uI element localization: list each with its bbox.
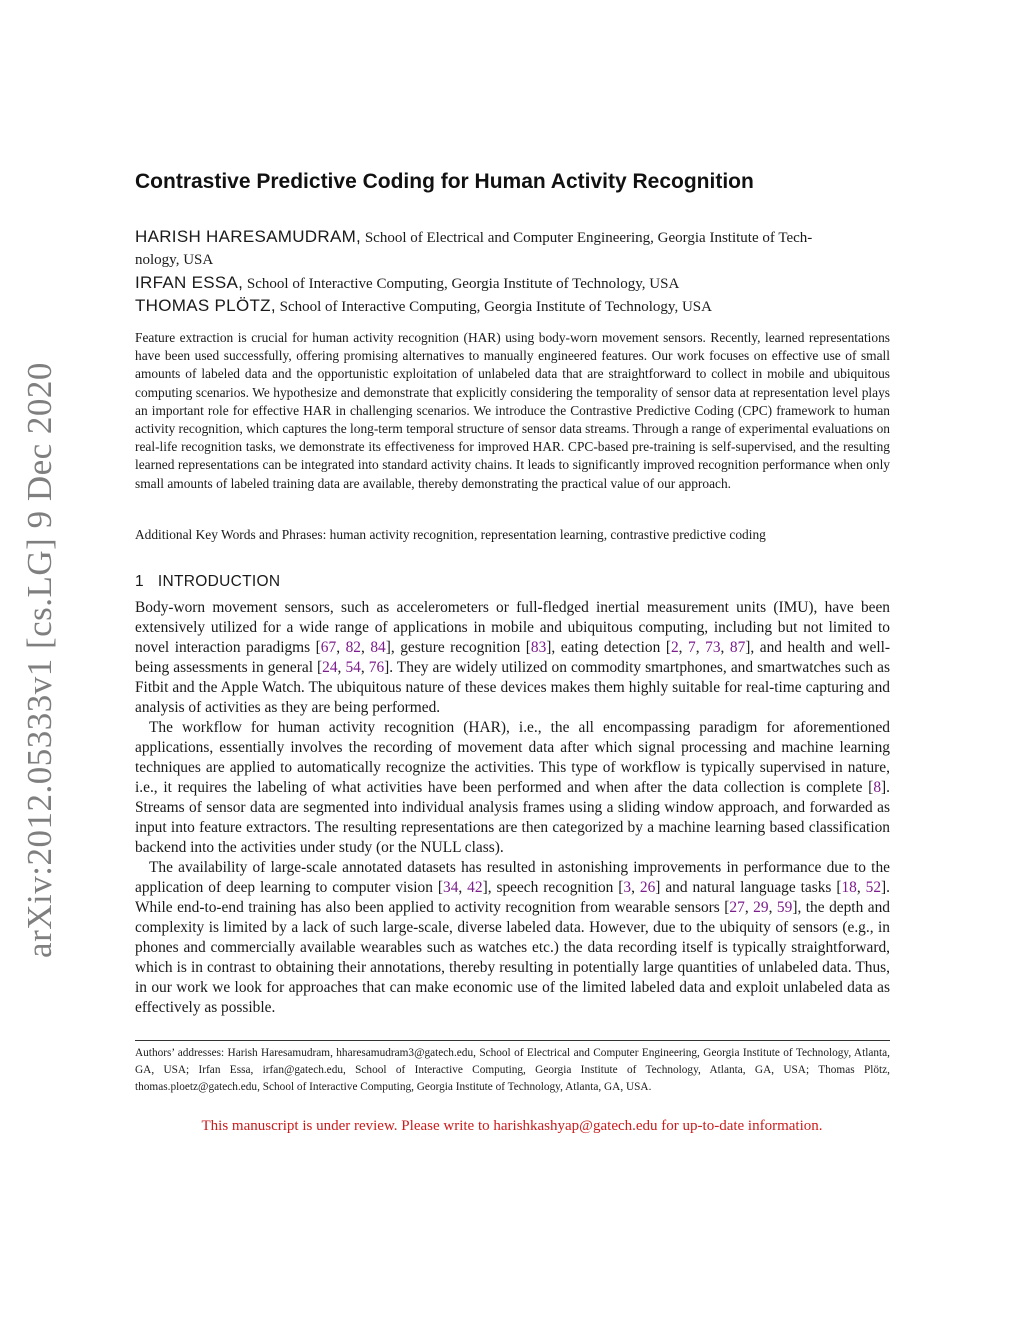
citation-link[interactable]: 7: [688, 639, 696, 656]
text-run: ]. Streams of sensor data are segmented into individual analysis frames using a sliding window approach, and forwarded as input into feature extractors. The resulting representations are then categorized by a machine learning based classification backend into the activities under study (or the NULL class).: [135, 779, 890, 856]
keywords: Additional Key Words and Phrases: human activity recognition, representation learning, contrastive predictive coding: [135, 527, 766, 542]
text-run: ], and health and well-being assessments in general [: [135, 639, 890, 676]
author-block-1: [135, 226, 895, 271]
text-run: The workflow for human activity recognition (HAR), i.e., the all encompassing paradigm for aforementioned applications, essentially involves the recording of movement data after which signal processing and machine learning techniques are applied to automatically recognize the activities. This type of workflow is typically supervised in nature, i.e., it requires the labeling of what activities have been performed and when after the data collection is complete [: [135, 719, 890, 796]
section-title: INTRODUCTION: [157, 573, 281, 590]
authors-addresses-footnote: Authors’ addresses: Harish Haresamudram, hharesamudram3@gatech.edu, School of Electrical and Computer Engineering, Georgia Institute of Technology, Atlanta, GA, USA; Irfan Essa, irfan@gatech.edu, School of Interactive Computing, Georgia Institute of Technology, Atlanta, GA, USA; Thomas Plötz, thomas.ploetz@gatech.edu, School of Interactive Computing, Georgia Institute of Technology, Atlanta, GA, USA.: [135, 1047, 890, 1093]
citation-link[interactable]: 82: [345, 639, 361, 656]
paper-title: Contrastive Predictive Coding for Human Activity Recognition: [135, 170, 754, 193]
citation-link[interactable]: 27: [729, 899, 745, 916]
paragraph-2: [135, 718, 890, 858]
text-run: ], eating detection [: [546, 639, 671, 656]
author-block-3: [135, 295, 895, 318]
citation-link[interactable]: 73: [705, 639, 721, 656]
author-block-2: [135, 272, 895, 295]
author-name: THOMAS PLÖTZ,: [135, 296, 276, 315]
paragraph-3: The availability of large-scale annotated datasets has resulted in astonishing improvements in performance due to the application of deep learning to computer vision [34, 42], speech recognition [3, 26] and natural language tasks [18, 52]. While end-to-end training has also been applied to activity recognition from wearable sensors [27, 29, 59], the depth and complexity is limited by a lack of such large-scale, diverse labeled data. However, due to the ubiquity of sensors (e.g., in phones and commercially available wearables such as watches etc.) the data recording itself is typically straightforward, which is in contrast to obtaining their annotations, thereby resulting in potentially large quantities of unlabeled data. Thus, in our work we look for approaches that can make economic use of the limited labeled data and exploit unlabeled data as effectively as possible.: [135, 859, 891, 1016]
author-name: IRFAN ESSA,: [135, 273, 244, 292]
citation-link[interactable]: 54: [345, 659, 361, 676]
review-notice: This manuscript is under review. Please write to harishkashyap@gatech.edu for up-to-date information.: [201, 1118, 823, 1134]
footnote-divider: [135, 1040, 890, 1041]
author-affiliation: School of Electrical and Computer Engineering, Georgia Institute of Tech-: [364, 230, 813, 246]
arxiv-identifier-stamp: arXiv:2012.05333v1 [cs.LG] 9 Dec 2020: [20, 362, 59, 958]
text-run: ]. While end-to-end training has also been applied to activity recognition from wearable sensors [: [135, 879, 890, 916]
author-affiliation-continued: nology, USA: [135, 252, 214, 268]
author-affiliation: School of Interactive Computing, Georgia Institute of Technology, USA: [279, 299, 712, 315]
citation-link[interactable]: 59: [776, 899, 793, 916]
section-number: 1: [135, 573, 144, 590]
citation-link[interactable]: 8: [873, 779, 882, 796]
text-run: Body-worn movement sensors, such as accelerometers or full-fledged inertial measurement units (IMU), have been extensively utilized for a wide range of applications in mobile and ubiquitous computing, including but not limited to novel interaction paradigms [: [135, 599, 890, 656]
citation-link[interactable]: 52: [865, 879, 882, 896]
citation-link[interactable]: 42: [467, 879, 483, 896]
citation-link[interactable]: 83: [530, 639, 547, 656]
text-run: ], speech recognition [: [482, 879, 624, 896]
citation-link[interactable]: 26: [639, 879, 656, 896]
citation-link[interactable]: 84: [370, 639, 386, 656]
section-heading: [135, 573, 280, 591]
citation-link[interactable]: 24: [322, 659, 338, 676]
citation-link[interactable]: 3: [623, 879, 632, 896]
introduction-body: [135, 598, 890, 1018]
abstract: Feature extraction is crucial for human activity recognition (HAR) using body-worn movement sensors. Recently, learned representations have been used successfully, offering promising alternatives to manually engineered features. Our work focuses on effective use of small amounts of labeled data and the opportunistic exploitation of unlabeled data that are straightforward to collect in mobile and ubiquitous computing scenarios. We hypothesize and demonstrate that explicitly considering the temporality of sensor data at representation level plays an important role for effective HAR in challenging scenarios. We introduce the Contrastive Predictive Coding (CPC) framework to human activity recognition, which captures the long-term temporal structure of sensor data streams. Through a range of experimental evaluations on real-life recognition tasks, we demonstrate its effectiveness for improved HAR. CPC-based pre-training is self-supervised, and the resulting learned representations can be integrated into standard activity chains. It leads to significantly improved recognition performance when only small amounts of labeled training data are available, thereby demonstrating the practical value of our approach.: [135, 330, 890, 491]
paragraph-1: Body-worn movement sensors, such as accelerometers or full-fledged inertial measurement units (IMU), have been extensively utilized for a wide range of applications in mobile and ubiquitous computing, including but not limited to novel interaction paradigms [67, 82, 84], gesture recognition [83], eating detection [2, 7, 73, 87], and health and well-being assessments in general [24, 54, 76]. They are widely utilized on commodity smartphones, and smartwatches such as Fitbit and the Apple Watch. The ubiquitous nature of these devices makes them highly suitable for real-time capturing and analysis of activities as they are being performed.: [135, 599, 890, 716]
citation-link[interactable]: 67: [320, 639, 337, 656]
text-run: ], the depth and complexity is limited by a lack of such large-scale, diverse labeled data. However, due to the ubiquity of sensors (e.g., in phones and commercially available wearables such as watches etc.) the data recording itself is typically straightforward, which is in contrast to obtaining their annotations, thereby resulting in potentially large quantities of unlabeled data. Thus, in our work we look for approaches that can make economic use of the limited labeled data and exploit unlabeled data as effectively as possible.: [135, 899, 891, 1016]
citation-link[interactable]: 34: [443, 879, 459, 896]
citation-link[interactable]: 76: [368, 659, 385, 676]
citation-link[interactable]: 2: [670, 639, 679, 656]
citation-link[interactable]: 29: [753, 899, 769, 916]
text-run: ], gesture recognition [: [385, 639, 531, 656]
citation-link[interactable]: 18: [841, 879, 857, 896]
text-run: The availability of large-scale annotated datasets has resulted in astonishing improvements in performance due to the application of deep learning to computer vision [: [135, 859, 890, 896]
author-affiliation: School of Interactive Computing, Georgia Institute of Technology, USA: [246, 276, 680, 292]
citation-link[interactable]: 87: [729, 639, 746, 656]
text-run: ] and natural language tasks [: [655, 879, 842, 896]
author-name: HARISH HARESAMUDRAM,: [135, 227, 362, 246]
text-run: ]. They are widely utilized on commodity smartphones, and smartwatches such as Fitbit and the Apple Watch. The ubiquitous nature of these devices makes them highly suitable for real-time capturing and analysis of activities as they are being performed.: [135, 659, 890, 716]
